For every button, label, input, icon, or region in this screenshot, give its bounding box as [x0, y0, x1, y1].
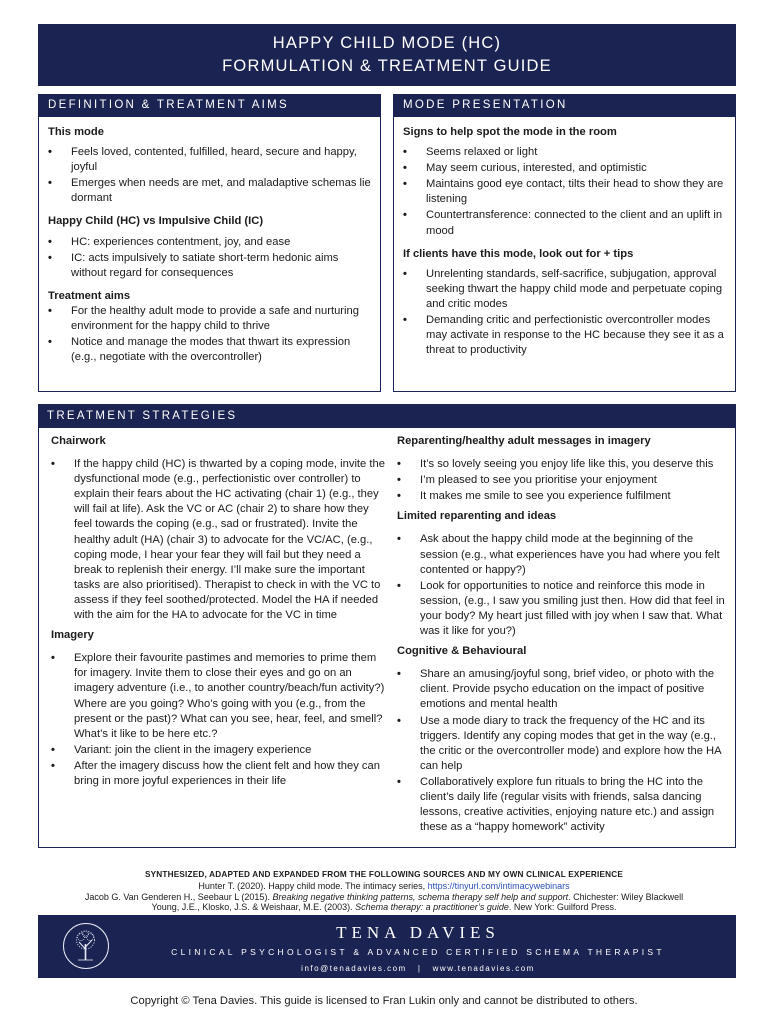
list-item: • Variant: join the client in the imagery experience	[51, 743, 389, 758]
mode-presentation-section	[393, 94, 736, 392]
intimacy-webinars-link[interactable]: https://tinyurl.com/intimacywebinars	[427, 880, 570, 891]
strategies-left-column	[51, 434, 389, 794]
limited-reparenting-list	[397, 532, 729, 639]
treatment-aims-list	[48, 304, 371, 365]
contact-line	[118, 964, 718, 973]
reference-1: Hunter T. (2020). Happy child mode. The intimacy series, https://tinyurl.com/intimacywebinars	[198, 880, 570, 891]
lookout-list	[403, 267, 726, 359]
reparenting-heading: Reparenting/healthy adult messages in imagery	[397, 435, 651, 447]
definition-header: DEFINITION & TREATMENT AIMS	[39, 95, 380, 117]
list-item: • Ask about the happy child mode at the beginning of the session (e.g., what experiences have you had where you felt contented or happy?)	[397, 532, 729, 577]
list-item: • After the imagery discuss how the client felt and how they can bring in more joyful experiences in their life	[51, 759, 389, 789]
list-item: • Share an amusing/joyful song, brief video, or photo with the client. Provide psycho education on the impact of positive emotions and mental health	[397, 667, 729, 712]
title-line-1: HAPPY CHILD MODE (HC)	[272, 34, 502, 52]
list-item: • Unrelenting standards, self-sacrifice, subjugation, approval seeking thwart the happy child mode and perpetuate coping and critic modes	[403, 267, 726, 312]
website-link[interactable]: www.tenadavies.com	[432, 964, 535, 973]
list-item: • HC: experiences contentment, joy, and ease	[48, 235, 371, 250]
email-link[interactable]: info@tenadavies.com	[301, 964, 407, 973]
contact-separator: |	[417, 964, 422, 973]
list-item: • Use a mode diary to track the frequency of the HC and its triggers. Identify any coping modes that get in the way (e.g., the critic or the overcontroller mode) and explore how the HA can help	[397, 714, 729, 774]
tree-icon	[63, 923, 109, 969]
list-item: • Emerges when needs are met, and maladaptive schemas lie dormant	[48, 176, 371, 206]
signs-heading: Signs to help spot the mode in the room	[403, 126, 617, 138]
treatment-strategies-header: TREATMENT STRATEGIES	[38, 404, 736, 428]
list-item: • Explore their favourite pastimes and memories to prime them for imagery. Invite them to close their eyes and go on an imagery adventure (i.e., to another country/beach/fun activity?) Where are you going? Who’s going with you (e.g., from the present or the past)? What can you see, hear, feel, and smell? What’s it like to be here etc.?	[51, 651, 389, 742]
hc-vs-ic-list	[48, 235, 371, 281]
mode-presentation-header: MODE PRESENTATION	[394, 95, 735, 117]
chairwork-list	[51, 457, 389, 623]
title-banner	[38, 24, 736, 86]
title-line-2: FORMULATION & TREATMENT GUIDE	[222, 57, 552, 75]
list-item: • May seem curious, interested, and optimistic	[403, 161, 726, 176]
list-item: • Countertransference: connected to the client and an uplift in mood	[403, 208, 726, 238]
brand-name: TENA DAVIES	[336, 923, 500, 942]
list-item: • Collaboratively explore fun rituals to bring the HC into the client’s daily life (regular visits with friends, salsa dancing lessons, creative activities, enjoying nature etc.) and assign these as a “happy homework” activity	[397, 775, 729, 835]
reparenting-list	[397, 457, 729, 504]
this-mode-list	[48, 145, 371, 206]
brand-role: CLINICAL PSYCHOLOGIST & ADVANCED CERTIFIED SCHEMA THERAPIST	[171, 947, 665, 957]
list-item: • For the healthy adult mode to provide a safe and nurturing environment for the happy child to thrive	[48, 304, 371, 334]
list-item: • Demanding critic and perfectionistic overcontroller modes may activate in response to the HC because they see it as a threat to productivity	[403, 313, 726, 358]
list-item: • Look for opportunities to notice and reinforce this mode in session, (e.g., I saw you smiling just then. How did that feel in your body? My heart just filled with joy when I saw that. What was it like for you?)	[397, 579, 729, 639]
reference-2: Jacob G. Van Genderen H., Seebaur L (2015). Breaking negative thinking patterns, schema therapy self help and support. Chichester: Wiley Blackwell	[84, 891, 684, 902]
list-item: • Feels loved, contented, fulfilled, heard, secure and happy, joyful	[48, 145, 371, 175]
sources-heading: SYNTHESIZED, ADAPTED AND EXPANDED FROM THE FOLLOWING SOURCES AND MY OWN CLINICAL EXPERIENCE	[144, 870, 624, 879]
reference-3: Young, J.E., Klosko, J.S. & Weishaar, M.E. (2003). Schema therapy: a practitioner’s guide. New York: Guilford Press.	[151, 902, 617, 913]
signs-list	[403, 145, 726, 239]
cognitive-list	[397, 667, 729, 835]
treatment-aims-heading: Treatment aims	[48, 289, 131, 302]
list-item: • It’s so lovely seeing you enjoy life like this, you deserve this	[397, 457, 729, 472]
cognitive-heading: Cognitive & Behavioural	[397, 645, 527, 658]
imagery-list	[51, 651, 389, 789]
list-item: • Notice and manage the modes that thwart its expression (e.g., negotiate with the overcontroller)	[48, 335, 371, 365]
chairwork-heading: Chairwork	[51, 435, 106, 447]
list-item: • Maintains good eye contact, tilts their head to show they are listening	[403, 177, 726, 207]
copyright-notice: Copyright © Tena Davies. This guide is licensed to Fran Lukin only and cannot be distributed to others.	[130, 995, 638, 1007]
definition-section	[38, 94, 381, 392]
list-item: • If the happy child (HC) is thwarted by a coping mode, invite the dysfunctional mode (e.g., perfectionistic over controller) to explain their fears about the HC activating (chair 1) (e.g., they will fail at life). Ask the VC or AC (chair 2) to share how they feel towards the coping (e.g., sad or frustrated). Invite the healthy adult (HA) (chair 3) to advocate for the VC/AC, (e.g., coping mode, I hear your fear they will fail but they need a break to replenish their energy. I’ll make sure the important tasks are also prioritised). Therapist to check in with the VC to assess if they feel soothed/protected. Model the HA if needed with the aim for the HA to advocate for the VC in time	[51, 457, 389, 623]
treatment-strategies-section	[38, 428, 736, 848]
imagery-heading: Imagery	[51, 629, 94, 642]
list-item: • Seems relaxed or light	[403, 145, 726, 160]
sources-block	[0, 870, 768, 913]
list-item: • It makes me smile to see you experience fulfilment	[397, 489, 729, 504]
list-item: • I’m pleased to see you prioritise your enjoyment	[397, 473, 729, 488]
this-mode-heading: This mode	[48, 126, 104, 138]
footer-banner	[38, 915, 736, 978]
lookout-heading: If clients have this mode, look out for + tips	[403, 247, 634, 260]
hc-vs-ic-heading: Happy Child (HC) vs Impulsive Child (IC)	[48, 215, 264, 228]
strategies-right-column	[397, 434, 729, 840]
list-item: • IC: acts impulsively to satiate short-term hedonic aims without regard for consequences	[48, 251, 371, 281]
limited-reparenting-heading: Limited reparenting and ideas	[397, 510, 557, 523]
